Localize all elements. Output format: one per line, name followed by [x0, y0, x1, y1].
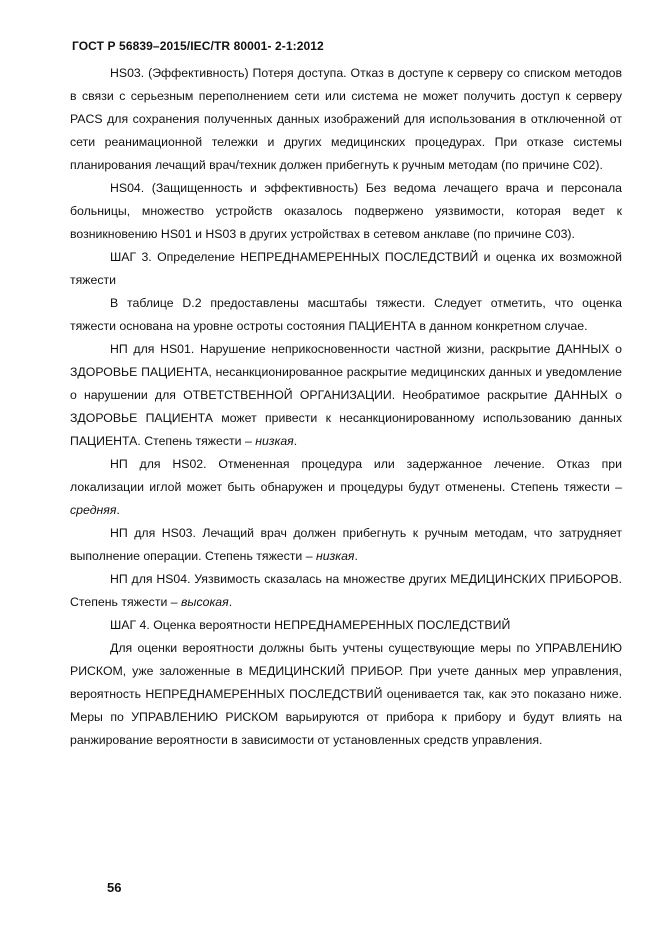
severity-value: средняя — [70, 503, 117, 517]
paragraph-text: В таблице D.2 предоставлены масштабы тяжести. Следует отметить, что оценка тяжести основана на уровне остроты состояния ПАЦИЕНТА в данном конкретном случае. — [70, 296, 622, 333]
paragraph-text: НП для HS04. Уязвимость сказалась на множестве других МЕДИЦИНСКИХ ПРИБОРОВ. Степень тяжести – — [70, 572, 622, 609]
paragraph-text: ШАГ 4. Оценка вероятности НЕПРЕДНАМЕРЕННЫХ ПОСЛЕДСТВИЙ — [110, 618, 511, 632]
severity-value: низкая — [255, 434, 294, 448]
paragraph-text: НП для HS01. Нарушение неприкосновенности частной жизни, раскрытие ДАННЫХ о ЗДОРОВЬЕ ПАЦИЕНТА, несанкционированное раскрытие медицинских данных и уведомление о нарушении для ОТВЕТСТВЕННОЙ ОРГАНИЗАЦИИ. Необратимое раскрытие ДАННЫХ о ЗДОРОВЬЕ ПАЦИЕНТА может привести к несанкционированному использованию данных ПАЦИЕНТА. Степень тяжести – — [70, 342, 622, 448]
paragraph-text: НП для HS02. Отмененная процедура или задержанное лечение. Отказ при локализации иглой может быть обнаружен и процедуры будут отменены. Степень тяжести – — [70, 457, 622, 494]
paragraph-np-hs02 — [70, 453, 622, 522]
severity-value: низкая — [315, 549, 355, 563]
paragraph-text: ШАГ 3. Определение НЕПРЕДНАМЕРЕННЫХ ПОСЛЕДСТВИЙ и оценка их возможной тяжести — [70, 250, 622, 287]
paragraph-hs03 — [70, 62, 622, 177]
paragraph-np-hs01 — [70, 338, 622, 453]
document-header: ГОСТ Р 56839–2015/IEC/TR 80001- 2-1:2012 — [72, 39, 324, 53]
paragraph-text: HS03. (Эффективность) Потеря доступа. Отказ в доступе к серверу со списком методов в связи с серьезным переполнением сети или система не может получить доступ к серверу PACS для сохранения полученных данных изображений для использования в отключенной от сети реанимационной тележки и других медицинских процедурах. При отказе системы планирования лечащий врач/техник должен прибегнуть к ручным методам (по причине С02). — [70, 66, 622, 172]
paragraph-text: HS04. (Защищенность и эффективность) Без ведома лечащего врача и персонала больницы, множество устройств оказалось подвержено уязвимости, которая ведет к возникновению HS01 и HS03 в других устройствах в сетевом анклаве (по причине С03). — [70, 181, 622, 241]
paragraph-step-4 — [70, 614, 622, 637]
paragraph-end: . — [228, 595, 233, 609]
paragraph-end: . — [116, 503, 120, 517]
paragraph-text: НП для HS03. Лечащий врач должен прибегнуть к ручным методам, что затрудняет выполнение операции. Степень тяжести – — [70, 526, 622, 563]
document-body — [70, 62, 622, 752]
paragraph-end: . — [354, 549, 358, 563]
paragraph-np-hs04 — [70, 568, 622, 614]
paragraph-probability — [70, 637, 622, 752]
page-number: 56 — [107, 880, 122, 895]
paragraph-hs04 — [70, 177, 622, 246]
paragraph-step-3 — [70, 246, 622, 292]
severity-value: высокая — [181, 595, 229, 609]
paragraph-text: Для оценки вероятности должны быть учтены существующие меры по УПРАВЛЕНИЮ РИСКОМ, уже заложенные в МЕДИЦИНСКИЙ ПРИБОР. При учете данных мер управления, вероятность НЕПРЕДНАМЕРЕННЫХ ПОСЛЕДСТВИЙ оценивается так, как это показано ниже. Меры по УПРАВЛЕНИЮ РИСКОМ варьируются от прибора к прибору и будут влиять на ранжирование вероятности в зависимости от установленных средств управления. — [70, 641, 622, 747]
paragraph-end: . — [293, 434, 298, 448]
paragraph-severity-table — [70, 292, 622, 338]
paragraph-np-hs03 — [70, 522, 622, 568]
